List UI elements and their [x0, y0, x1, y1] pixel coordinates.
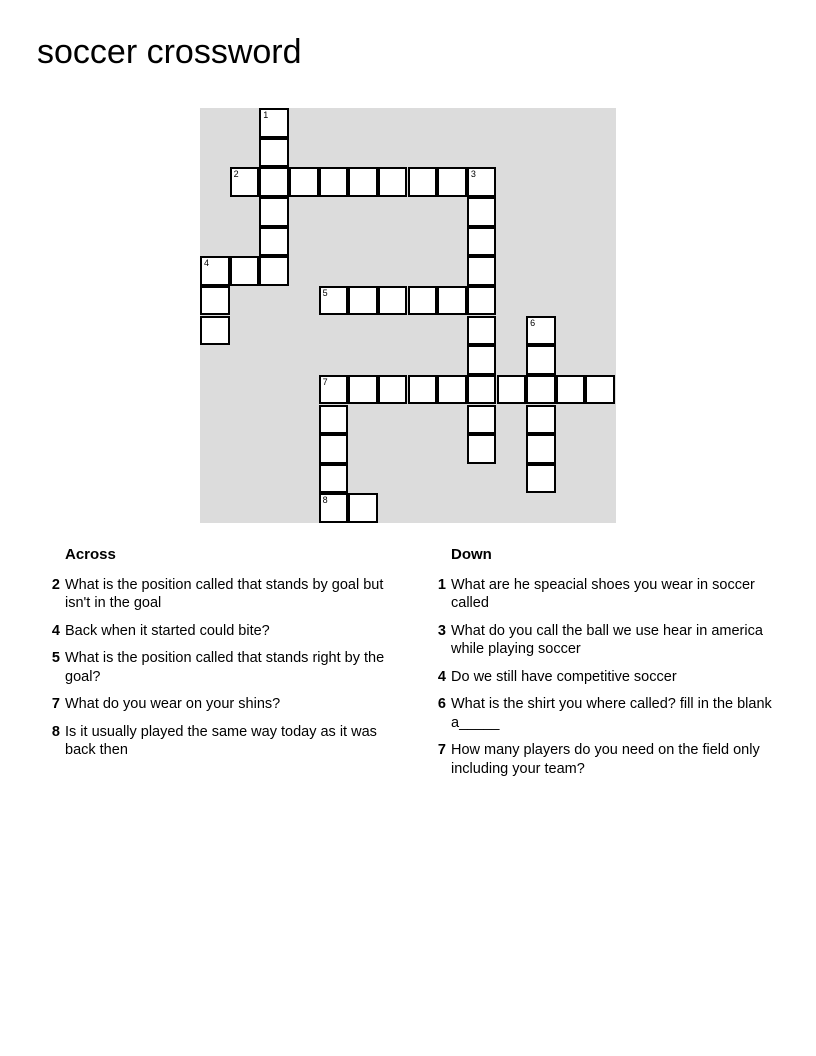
grid-cell[interactable] — [526, 434, 556, 464]
clue-number: 5 — [51, 650, 60, 666]
clue-number: 8 — [51, 723, 60, 740]
grid-cell[interactable] — [497, 375, 527, 405]
down-clue — [428, 622, 778, 659]
grid-cell[interactable] — [467, 167, 497, 197]
clue-text: How many players do you need on the field only including your team? — [451, 742, 760, 777]
grid-cell[interactable] — [348, 375, 378, 405]
clue-text: What is the position called that stands right by the goal? — [65, 650, 385, 685]
across-heading: Across — [65, 546, 116, 563]
cell-number: 8 — [322, 495, 328, 506]
grid-cell[interactable] — [230, 167, 260, 197]
grid-cell[interactable] — [467, 375, 497, 405]
grid-cell[interactable] — [289, 167, 319, 197]
grid-cell[interactable] — [437, 375, 467, 405]
grid-cell[interactable] — [526, 375, 556, 405]
grid-cell[interactable] — [467, 345, 497, 375]
down-clues — [428, 546, 778, 787]
cell-number: 7 — [322, 376, 328, 387]
grid-cell[interactable] — [319, 434, 349, 464]
clue-text: Back when it started could bite? — [65, 622, 270, 639]
cell-number: 3 — [470, 169, 476, 180]
grid-cell[interactable] — [467, 286, 497, 316]
grid-cell[interactable] — [259, 197, 289, 227]
across-clue — [42, 576, 392, 613]
down-clue — [428, 695, 778, 732]
clue-text: Is it usually played the same way today as it was back then — [65, 723, 377, 758]
clue-number: 7 — [437, 742, 446, 758]
clue-number: 1 — [437, 576, 446, 593]
clue-text: What are he speacial shoes you wear in soccer called — [451, 576, 755, 611]
clue-number: 2 — [51, 576, 60, 593]
grid-cell[interactable] — [319, 464, 349, 494]
clue-text: What is the shirt you where called? fill in the blank a_____ — [451, 696, 772, 731]
clue-number: 4 — [437, 668, 446, 685]
grid-cell[interactable] — [408, 375, 438, 405]
grid-cell[interactable] — [556, 375, 586, 405]
clue-text: What is the position called that stands by goal but isn't in the goal — [65, 576, 384, 611]
cell-number: 6 — [530, 317, 536, 328]
grid-cell[interactable] — [526, 405, 556, 435]
page-title: soccer crossword — [37, 33, 302, 71]
grid-cell[interactable] — [526, 345, 556, 375]
grid-cell[interactable] — [408, 286, 438, 316]
grid-cell[interactable] — [319, 286, 349, 316]
grid-cell[interactable] — [319, 375, 349, 405]
clue-number: 4 — [51, 622, 60, 639]
across-clue — [42, 723, 392, 760]
grid-cell[interactable] — [378, 286, 408, 316]
grid-cell[interactable] — [467, 316, 497, 346]
grid-cell[interactable] — [259, 108, 289, 138]
across-clues — [42, 546, 392, 769]
grid-cell[interactable] — [259, 256, 289, 286]
grid-cell[interactable] — [467, 227, 497, 257]
clue-number: 7 — [51, 696, 60, 712]
across-clue — [42, 695, 392, 714]
grid-cell[interactable] — [467, 197, 497, 227]
clue-number: 6 — [437, 696, 446, 712]
grid-cell[interactable] — [348, 493, 378, 523]
clue-number: 3 — [437, 622, 446, 639]
grid-cell[interactable] — [467, 256, 497, 286]
across-clue — [42, 622, 392, 641]
grid-cell[interactable] — [467, 434, 497, 464]
grid-cell[interactable] — [348, 167, 378, 197]
grid-cell[interactable] — [259, 138, 289, 168]
grid-cell[interactable] — [467, 405, 497, 435]
grid-cell[interactable] — [319, 493, 349, 523]
grid-cell[interactable] — [319, 167, 349, 197]
clue-text: What do you wear on your shins? — [65, 696, 281, 712]
grid-cell[interactable] — [408, 167, 438, 197]
grid-cell[interactable] — [319, 405, 349, 435]
grid-cell[interactable] — [200, 286, 230, 316]
cell-number: 4 — [204, 258, 210, 269]
grid-cell[interactable] — [259, 227, 289, 257]
down-heading: Down — [451, 546, 492, 563]
clue-text: Do we still have competitive soccer — [451, 668, 677, 685]
grid-cell[interactable] — [348, 286, 378, 316]
down-clue — [428, 668, 778, 687]
grid-cell[interactable] — [259, 167, 289, 197]
grid-cell[interactable] — [526, 464, 556, 494]
clue-text: What do you call the ball we use hear in america while playing soccer — [451, 622, 763, 657]
grid-cell[interactable] — [378, 167, 408, 197]
grid-cell[interactable] — [200, 256, 230, 286]
cell-number: 1 — [263, 110, 269, 120]
grid-cell[interactable] — [526, 316, 556, 346]
down-clue — [428, 741, 778, 778]
grid-cell[interactable] — [378, 375, 408, 405]
grid-cell[interactable] — [585, 375, 615, 405]
cell-number: 5 — [322, 287, 328, 298]
across-clue — [42, 649, 392, 686]
grid-cell[interactable] — [200, 316, 230, 346]
grid-cell[interactable] — [437, 286, 467, 316]
cell-number: 2 — [233, 169, 239, 180]
grid-cell[interactable] — [437, 167, 467, 197]
crossword-grid — [200, 108, 616, 523]
down-clue — [428, 576, 778, 613]
grid-cell[interactable] — [230, 256, 260, 286]
